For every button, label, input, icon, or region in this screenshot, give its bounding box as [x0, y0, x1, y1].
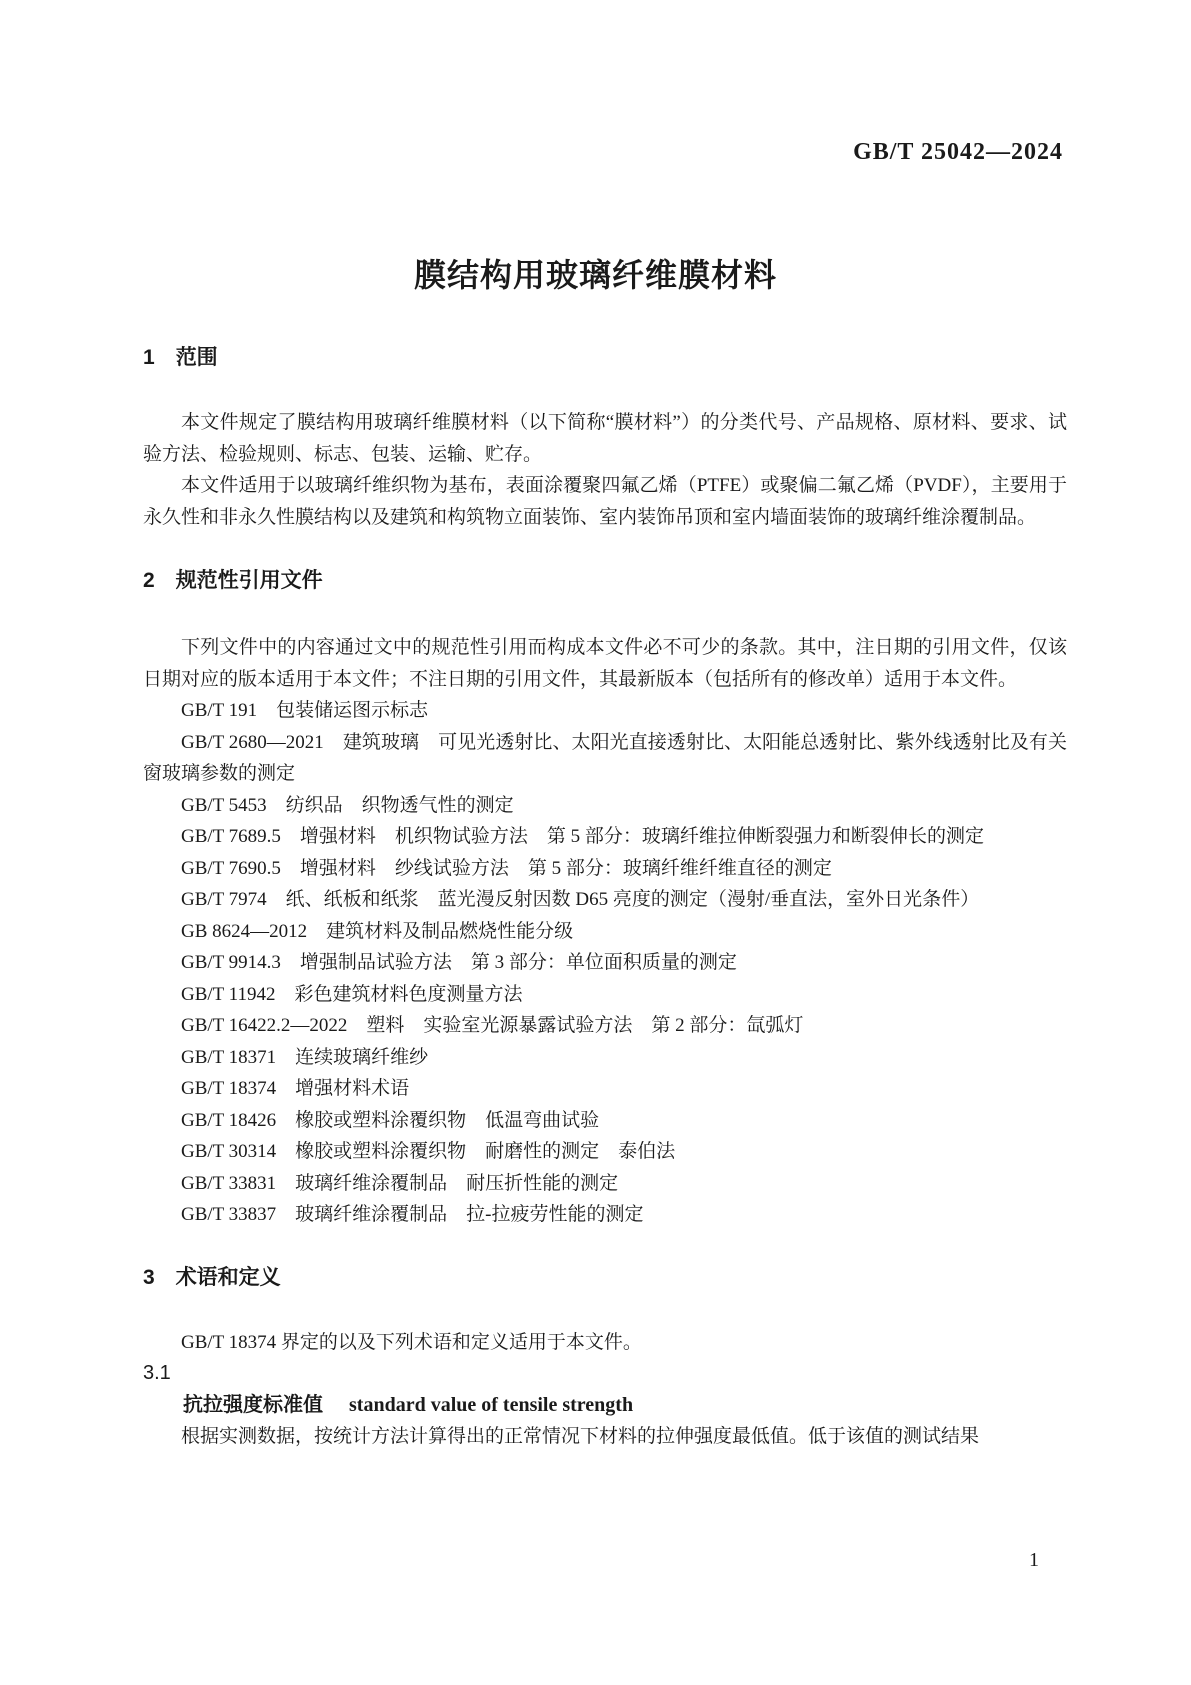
clause-number: 3.1	[143, 1362, 171, 1384]
scope-paragraph: 本文件规定了膜结构用玻璃纤维膜材料（以下简称“膜材料”）的分类代号、产品规格、原材料、要求、试验方法、检验规则、标志、包装、运输、贮存。	[143, 412, 1067, 465]
reference-item: GB/T 18371 连续玻璃纤维纱	[181, 1046, 429, 1068]
terms-intro: GB/T 18374 界定的以及下列术语和定义适用于本文件。	[181, 1331, 642, 1353]
reference-item: GB/T 191 包装储运图示标志	[181, 700, 429, 721]
section-1-heading	[143, 342, 1067, 373]
section-1-number: 1	[143, 346, 155, 369]
reference-item: GB/T 7689.5 增强材料 机织物试验方法 第 5 部分：玻璃纤维拉伸断裂强力和断裂伸长的测定	[181, 826, 984, 847]
section-1-title: 范围	[175, 346, 218, 369]
document-body	[143, 342, 1067, 1453]
reference-item: GB/T 18426 橡胶或塑料涂覆织物 低温弯曲试验	[181, 1109, 600, 1131]
section-2-title: 规范性引用文件	[175, 569, 323, 592]
reference-item: GB/T 30314 橡胶或塑料涂覆织物 耐磨性的测定 泰伯法	[181, 1141, 676, 1162]
standard-number: GB/T 25042—2024	[853, 139, 1063, 165]
normative-references-intro: 下列文件中的内容通过文中的规范性引用而构成本文件必不可少的条款。其中，注日期的引用文件，仅该日期对应的版本适用于本文件；不注日期的引用文件，其最新版本（包括所有的修改单）适用于本文件。	[143, 637, 1067, 690]
reference-item: GB/T 7974 纸、纸板和纸浆 蓝光漫反射因数 D65 亮度的测定（漫射/垂直法，室外日光条件）	[181, 889, 980, 910]
section-2-number: 2	[143, 569, 155, 592]
reference-item: GB/T 33837 玻璃纤维涂覆制品 拉-拉疲劳性能的测定	[181, 1204, 644, 1225]
reference-item: GB/T 11942 彩色建筑材料色度测量方法	[181, 983, 523, 1005]
scope-paragraph: 本文件适用于以玻璃纤维织物为基布，表面涂覆聚四氟乙烯（PTFE）或聚偏二氟乙烯（PVDF），主要用于永久性和非永久性膜结构以及建筑和构筑物立面装饰、室内装饰吊顶和室内墙面装饰的玻璃纤维涂覆制品。	[143, 475, 1067, 528]
reference-item: GB/T 18374 增强材料术语	[181, 1078, 410, 1099]
reference-item: GB/T 2680—2021 建筑玻璃 可见光透射比、太阳光直接透射比、太阳能总透射比、紫外线透射比及有关窗玻璃参数的测定	[143, 731, 1067, 784]
term-entry	[143, 1390, 1067, 1422]
reference-item: GB/T 5453 纺织品 织物透气性的测定	[181, 794, 514, 816]
section-2-heading	[143, 565, 1067, 596]
reference-item: GB/T 7690.5 增强材料 纱线试验方法 第 5 部分：玻璃纤维纤维直径的测定	[181, 857, 832, 879]
term-definition: 根据实测数据，按统计方法计算得出的正常情况下材料的拉伸强度最低值。低于该值的测试结果	[181, 1426, 980, 1447]
term-chinese: 抗拉强度标准值	[183, 1393, 323, 1416]
page-number: 1	[1029, 1549, 1039, 1571]
section-3-number: 3	[143, 1265, 155, 1289]
term-english: standard value of tensile strength	[349, 1393, 634, 1416]
reference-item: GB 8624—2012 建筑材料及制品燃烧性能分级	[181, 920, 574, 942]
reference-item: GB/T 16422.2—2022 塑料 实验室光源暴露试验方法 第 2 部分：氙弧灯	[181, 1015, 804, 1036]
reference-item: GB/T 9914.3 增强制品试验方法 第 3 部分：单位面积质量的测定	[181, 952, 737, 973]
reference-item: GB/T 33831 玻璃纤维涂覆制品 耐压折性能的测定	[181, 1172, 619, 1194]
section-3-heading	[143, 1262, 1067, 1293]
document-title: 膜结构用玻璃纤维膜材料	[413, 257, 777, 293]
section-3-title: 术语和定义	[175, 1265, 281, 1289]
